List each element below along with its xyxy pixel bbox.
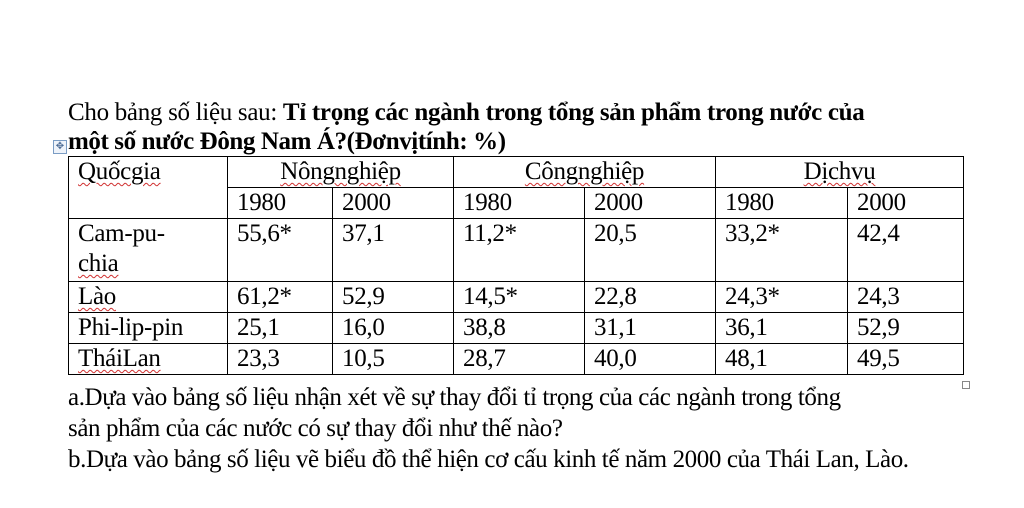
value-cell: 25,1 (228, 313, 333, 344)
year-cell: 1980 (228, 188, 333, 219)
value-cell: 23,3 (228, 344, 333, 375)
header-services: Dịchvụ (716, 157, 964, 188)
year-cell: 2000 (848, 188, 964, 219)
year-cell: 1980 (716, 188, 848, 219)
table-row (69, 344, 964, 375)
value-cell: 55,6* (228, 219, 333, 282)
intro-lead: Cho bảng số liệu sau: (68, 99, 283, 126)
intro-title-line1: Tỉ trọng các ngành trong tổng sản phẩm trong nước của (282, 99, 865, 126)
value-cell: 49,5 (848, 344, 964, 375)
value-cell: 11,2* (454, 219, 585, 282)
value-cell: 22,8 (585, 282, 716, 313)
country-cell: Phi-lip-pin (69, 313, 228, 344)
value-cell: 52,9 (333, 282, 454, 313)
value-cell: 24,3* (716, 282, 848, 313)
year-cell: 1980 (454, 188, 585, 219)
value-cell: 52,9 (848, 313, 964, 344)
value-cell: 48,1 (716, 344, 848, 375)
intro-paragraph (68, 96, 968, 129)
header-country: Quốcgia (69, 157, 228, 219)
value-cell: 10,5 (333, 344, 454, 375)
value-cell: 36,1 (716, 313, 848, 344)
question-b-line1: b.Dựa vào bảng số liệu vẽ biểu đồ thể hiện cơ cấu kinh tế năm 2000 của Thái Lan, Lào. (68, 446, 909, 473)
table-row (69, 282, 964, 313)
country-cell: TháiLan (69, 344, 228, 375)
year-cell: 2000 (333, 188, 454, 219)
value-cell: 28,7 (454, 344, 585, 375)
value-cell: 16,0 (333, 313, 454, 344)
value-cell: 42,4 (848, 219, 964, 282)
value-cell: 33,2* (716, 219, 848, 282)
value-cell: 20,5 (585, 219, 716, 282)
table-row (69, 219, 964, 282)
question-a-line1: a.Dựa vào bảng số liệu nhận xét về sự thay đổi tỉ trọng của các ngành trong tổng (68, 384, 841, 411)
questions-block (68, 382, 968, 475)
value-cell: 31,1 (585, 313, 716, 344)
table-move-icon[interactable]: ✥ (53, 140, 67, 154)
country-cell: Lào (69, 282, 228, 313)
header-agriculture: Nôngnghiệp (228, 157, 454, 188)
value-cell: 38,8 (454, 313, 585, 344)
value-cell: 40,0 (585, 344, 716, 375)
intro-title-line2: một số nước Đông Nam Á?(Đơnvịtính: %) (68, 128, 506, 155)
value-cell: 61,2* (228, 282, 333, 313)
header-industry: Côngnghiệp (454, 157, 716, 188)
country-cell: Cam-pu- chia (69, 219, 228, 282)
table-header-row (69, 157, 964, 188)
value-cell: 24,3 (848, 282, 964, 313)
question-a-line2: sản phẩm của các nước có sự thay đổi như thế nào? (68, 415, 563, 442)
value-cell: 14,5* (454, 282, 585, 313)
data-table (68, 156, 964, 375)
table-row (69, 313, 964, 344)
value-cell: 37,1 (333, 219, 454, 282)
year-cell: 2000 (585, 188, 716, 219)
